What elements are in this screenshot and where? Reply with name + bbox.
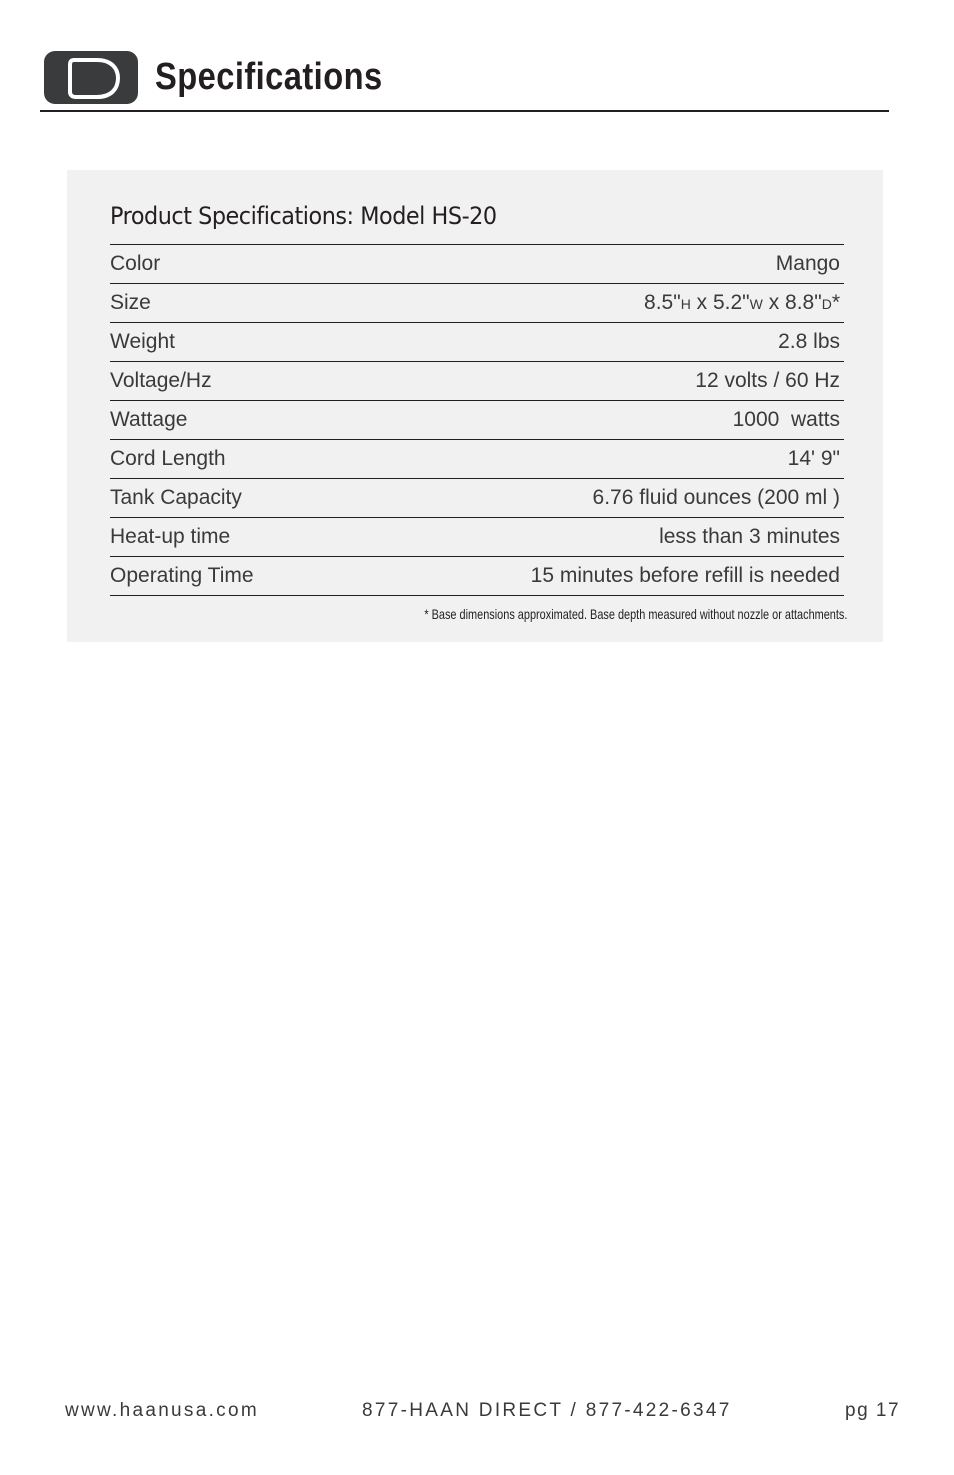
spec-table xyxy=(110,244,844,596)
spec-value: 6.76 fluid ounces (200 ml ) xyxy=(592,486,840,509)
page-header xyxy=(40,50,889,112)
footer-page-number: pg 17 xyxy=(845,1400,901,1421)
spec-panel xyxy=(67,170,883,642)
section-badge xyxy=(44,51,138,104)
spec-label: Cord Length xyxy=(110,447,226,470)
spec-row-cord-length xyxy=(110,440,844,479)
spec-label: Tank Capacity xyxy=(110,486,242,509)
spec-label: Weight xyxy=(110,330,175,353)
spec-label: Operating Time xyxy=(110,564,254,587)
spec-row-tank-capacity xyxy=(110,479,844,518)
spec-row-operating-time xyxy=(110,557,844,596)
spec-value: 15 minutes before refill is needed xyxy=(530,564,840,587)
spec-label: Heat-up time xyxy=(110,525,231,548)
spec-value: 2.8 lbs xyxy=(778,330,840,353)
spec-value: 14' 9" xyxy=(787,447,840,470)
footer-website: www.haanusa.com xyxy=(65,1400,259,1421)
spec-row-wattage xyxy=(110,401,844,440)
spec-label: Voltage/Hz xyxy=(110,369,212,392)
spec-value: 1000 watts xyxy=(732,408,840,431)
spec-label: Size xyxy=(110,291,151,314)
page-title: Specifications xyxy=(155,56,383,98)
spec-label: Color xyxy=(110,252,161,275)
spec-value: 8.5"H x 5.2"W x 8.8"D* xyxy=(644,291,840,314)
section-d-icon xyxy=(44,51,138,104)
spec-footnote: * Base dimensions approximated. Base depth measured without nozzle or attachments. xyxy=(423,606,847,622)
spec-row-size xyxy=(110,284,844,323)
spec-row-voltage xyxy=(110,362,844,401)
spec-value: less than 3 minutes xyxy=(659,525,840,548)
spec-row-color xyxy=(110,245,844,284)
spec-label: Wattage xyxy=(110,408,188,431)
spec-row-weight xyxy=(110,323,844,362)
spec-row-heat-up-time xyxy=(110,518,844,557)
spec-value: 12 volts / 60 Hz xyxy=(695,369,840,392)
spec-value: Mango xyxy=(775,252,840,275)
spec-panel-title: Product Specifications: Model HS-20 xyxy=(110,202,497,230)
footer-phone: 877-HAAN DIRECT / 877-422-6347 xyxy=(362,1400,732,1421)
